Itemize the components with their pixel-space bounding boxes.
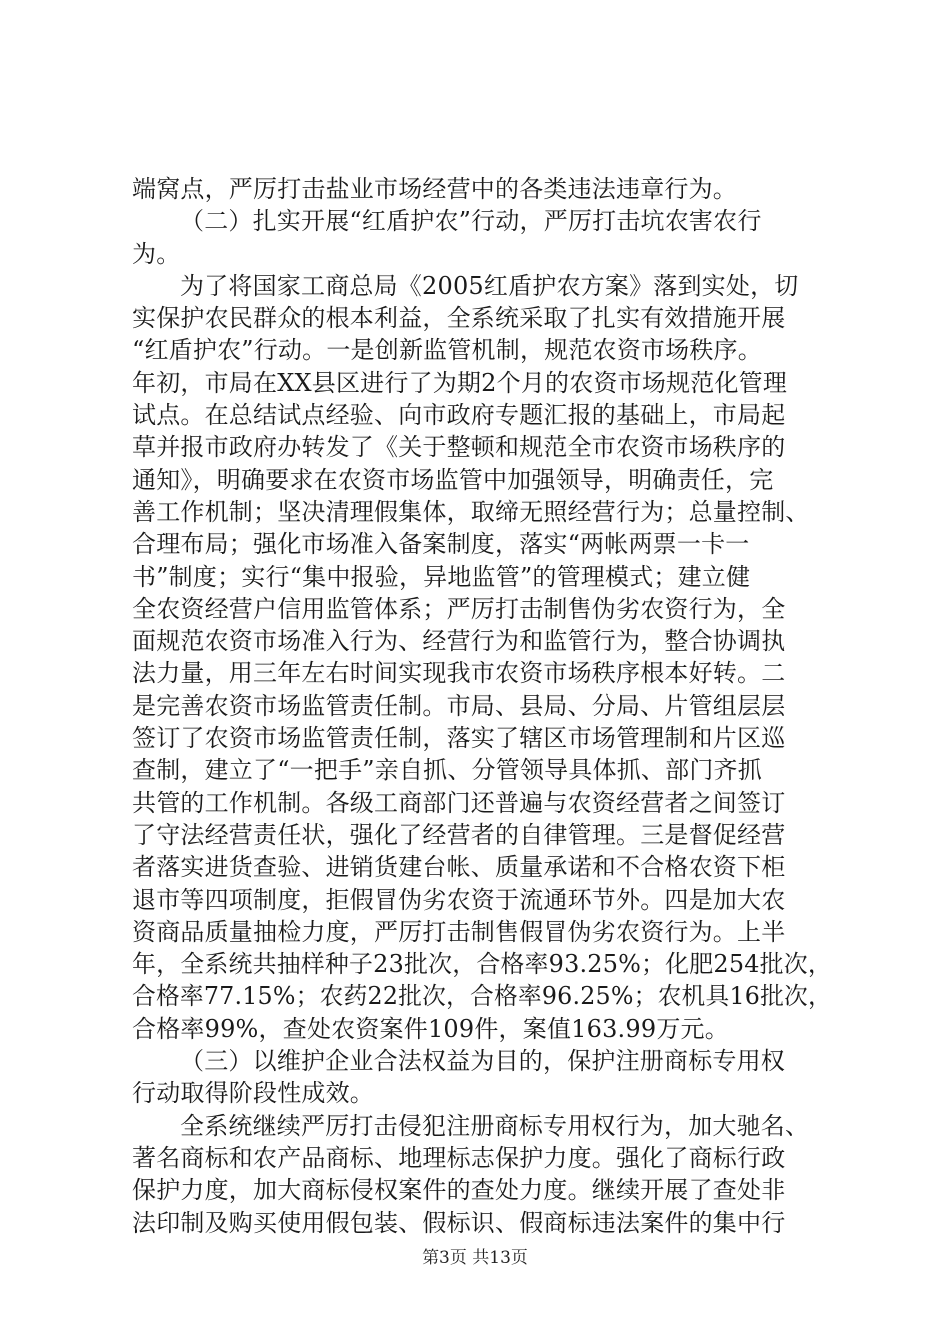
text-line: 行动取得阶段性成效。 <box>132 1079 374 1108</box>
text-line: （三）以维护企业合法权益为目的，保护注册商标专用权 <box>180 1047 785 1076</box>
text-line: 是完善农资市场监管责任制。市局、县局、分局、片管组层层 <box>132 691 786 720</box>
text-line: 全系统继续严厉打击侵犯注册商标专用权行为，加大驰名、 <box>180 1111 810 1140</box>
text-line: 查制，建立了“一把手”亲自抓、分管领导具体抓、部门齐抓 <box>132 756 762 785</box>
text-line: 者落实进货查验、进销货建台帐、质量承诺和不合格农资下柜 <box>132 853 786 882</box>
text-line: 为了将国家工商总局《2005红盾护农方案》落到实处，切 <box>180 271 799 300</box>
text-line: 法印制及购买使用假包装、假标识、假商标违法案件的集中行 <box>132 1208 786 1237</box>
body-text <box>132 173 832 1239</box>
text-line: “红盾护农”行动。一是创新监管机制，规范农资市场秩序。 <box>132 336 762 365</box>
text-line: 为。 <box>132 239 181 268</box>
text-line: 端窝点，严厉打击盐业市场经营中的各类违法违章行为。 <box>132 175 737 203</box>
text-line: （二）扎实开展“红盾护农”行动，严厉打击坑农害农行 <box>180 207 762 236</box>
text-line: 年，全系统共抽样种子23批次，合格率93.25%；化肥254批次， <box>132 950 833 979</box>
text-line: 了守法经营责任状，强化了经营者的自律管理。三是督促经营 <box>132 820 786 849</box>
text-line: 合格率77.15%；农药22批次，合格率96.25%；农机具16批次， <box>132 982 832 1011</box>
text-line: 书”制度；实行“集中报验，异地监管”的管理模式；建立健 <box>132 562 751 591</box>
text-line: 年初，市局在XX县区进行了为期2个月的农资市场规范化管理 <box>132 368 788 397</box>
text-line: 共管的工作机制。各级工商部门还普遍与农资经营者之间签订 <box>132 788 786 817</box>
text-line: 试点。在总结试点经验、向市政府专题汇报的基础上，市局起 <box>132 401 786 430</box>
text-line: 保护力度，加大商标侵权案件的查处力度。继续开展了查处非 <box>132 1176 786 1205</box>
text-line: 著名商标和农产品商标、地理标志保护力度。强化了商标行政 <box>132 1143 786 1172</box>
text-line: 法力量，用三年左右时间实现我市农资市场秩序根本好转。二 <box>132 659 786 688</box>
text-line: 善工作机制；坚决清理假集体，取缔无照经营行为；总量控制、 <box>132 497 810 526</box>
text-line: 合格率99%，查处农资案件109件，案值163.99万元。 <box>132 1014 729 1043</box>
text-line: 实保护农民群众的根本利益，全系统采取了扎实有效措施开展 <box>132 304 786 333</box>
text-line: 退市等四项制度，拒假冒伪劣农资于流通环节外。四是加大农 <box>132 885 786 914</box>
page-number-footer: 第3页 共13页 <box>422 1248 528 1268</box>
text-line: 资商品质量抽检力度，严厉打击制售假冒伪劣农资行为。上半 <box>132 917 786 946</box>
text-line: 通知》，明确要求在农资市场监管中加强领导，明确责任，完 <box>132 465 774 494</box>
text-line: 合理布局；强化市场准入备案制度，落实“两帐两票一卡一 <box>132 530 750 559</box>
text-line: 签订了农资市场监管责任制，落实了辖区市场管理制和片区巡 <box>132 724 786 753</box>
text-line: 草并报市政府办转发了《关于整顿和规范全市农资市场秩序的 <box>132 433 786 462</box>
text-line: 面规范农资市场准入行为、经营行为和监管行为，整合协调执 <box>132 627 786 656</box>
text-line: 全农资经营户信用监管体系；严厉打击制售伪劣农资行为，全 <box>132 594 786 623</box>
